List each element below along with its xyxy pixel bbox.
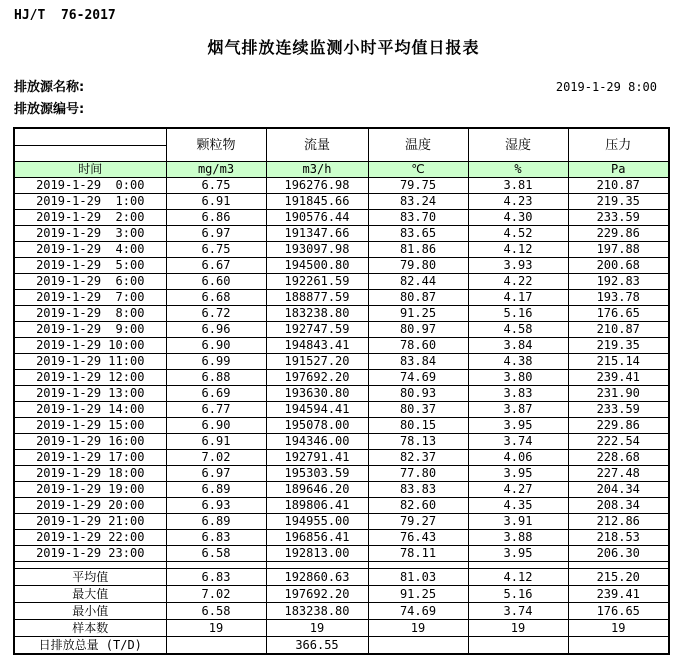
time-cell: 2019-1-29 3:00 <box>14 226 166 242</box>
value-cell: 80.97 <box>368 322 468 338</box>
value-cell: 189646.20 <box>266 482 368 498</box>
value-cell: 192813.00 <box>266 546 368 562</box>
value-cell: 78.13 <box>368 434 468 450</box>
value-cell: 6.72 <box>166 306 266 322</box>
value-cell: 3.95 <box>468 466 568 482</box>
value-cell: 80.37 <box>368 402 468 418</box>
hour-row <box>14 482 669 498</box>
value-cell: 233.59 <box>568 402 669 418</box>
value-cell: 6.77 <box>166 402 266 418</box>
unit-header-row <box>14 162 669 178</box>
empty-cell <box>14 562 166 569</box>
value-cell: 6.89 <box>166 482 266 498</box>
value-cell: 4.17 <box>468 290 568 306</box>
value-cell: 6.93 <box>166 498 266 514</box>
hour-row <box>14 546 669 562</box>
value-cell: 188877.59 <box>266 290 368 306</box>
hour-row <box>14 514 669 530</box>
value-cell: 78.11 <box>368 546 468 562</box>
summary-value-cell: 183238.80 <box>266 603 368 620</box>
hour-row <box>14 178 669 194</box>
value-cell: 80.93 <box>368 386 468 402</box>
value-cell: 91.25 <box>368 306 468 322</box>
value-cell: 3.93 <box>468 258 568 274</box>
value-cell: 3.84 <box>468 338 568 354</box>
value-cell: 6.68 <box>166 290 266 306</box>
summary-row-daily-total <box>14 637 669 655</box>
value-cell: 200.68 <box>568 258 669 274</box>
value-cell: 228.68 <box>568 450 669 466</box>
time-cell: 2019-1-29 14:00 <box>14 402 166 418</box>
value-cell: 6.91 <box>166 194 266 210</box>
value-cell: 192261.59 <box>266 274 368 290</box>
summary-value-cell: 5.16 <box>468 586 568 603</box>
value-cell: 76.43 <box>368 530 468 546</box>
col-header-particulate: 颗粒物 <box>166 128 266 162</box>
value-cell: 3.91 <box>468 514 568 530</box>
value-cell: 197692.20 <box>266 370 368 386</box>
report-title: 烟气排放连续监测小时平均值日报表 <box>207 38 480 57</box>
summary-value-cell: 239.41 <box>568 586 669 603</box>
summary-value-cell: 6.83 <box>166 569 266 586</box>
value-cell: 190576.44 <box>266 210 368 226</box>
value-cell: 3.81 <box>468 178 568 194</box>
value-cell: 7.02 <box>166 450 266 466</box>
value-cell: 5.16 <box>468 306 568 322</box>
pollutant-header-row <box>14 128 669 146</box>
value-cell: 4.58 <box>468 322 568 338</box>
unit-cell-humidity: % <box>468 162 568 178</box>
value-cell: 81.86 <box>368 242 468 258</box>
value-cell: 6.89 <box>166 514 266 530</box>
value-cell: 3.80 <box>468 370 568 386</box>
value-cell: 196276.98 <box>266 178 368 194</box>
source-code-label: 排放源编号: <box>14 102 85 117</box>
unit-cell-particulate: mg/m3 <box>166 162 266 178</box>
value-cell: 189806.41 <box>266 498 368 514</box>
value-cell: 193097.98 <box>266 242 368 258</box>
value-cell: 196856.41 <box>266 530 368 546</box>
time-cell: 2019-1-29 2:00 <box>14 210 166 226</box>
value-cell: 3.95 <box>468 546 568 562</box>
hour-row <box>14 386 669 402</box>
value-cell: 233.59 <box>568 210 669 226</box>
value-cell: 194843.41 <box>266 338 368 354</box>
value-cell: 4.35 <box>468 498 568 514</box>
value-cell: 6.83 <box>166 530 266 546</box>
value-cell: 79.75 <box>368 178 468 194</box>
value-cell: 6.99 <box>166 354 266 370</box>
summary-value-cell: 19 <box>166 620 266 637</box>
empty-cell <box>568 562 669 569</box>
value-cell: 6.97 <box>166 226 266 242</box>
value-cell: 191347.66 <box>266 226 368 242</box>
summary-value-cell: 3.74 <box>468 603 568 620</box>
summary-value-cell: 6.58 <box>166 603 266 620</box>
summary-value-cell: 91.25 <box>368 586 468 603</box>
value-cell: 231.90 <box>568 386 669 402</box>
value-cell: 219.35 <box>568 194 669 210</box>
value-cell: 192.83 <box>568 274 669 290</box>
value-cell: 6.75 <box>166 178 266 194</box>
value-cell: 79.80 <box>368 258 468 274</box>
report-meta <box>14 76 657 117</box>
value-cell: 4.12 <box>468 242 568 258</box>
value-cell: 4.52 <box>468 226 568 242</box>
value-cell: 6.60 <box>166 274 266 290</box>
value-cell: 6.69 <box>166 386 266 402</box>
time-cell: 2019-1-29 11:00 <box>14 354 166 370</box>
summary-value-cell <box>368 637 468 655</box>
hour-row <box>14 498 669 514</box>
value-cell: 195078.00 <box>266 418 368 434</box>
time-cell: 2019-1-29 8:00 <box>14 306 166 322</box>
summary-label: 最小值 <box>14 603 166 620</box>
time-cell: 2019-1-29 18:00 <box>14 466 166 482</box>
col-header-pressure: 压力 <box>568 128 669 162</box>
value-cell: 6.91 <box>166 434 266 450</box>
header-blank-top-cell <box>14 128 166 146</box>
hour-row <box>14 370 669 386</box>
standard-code: HJ/T 76-2017 <box>14 8 116 23</box>
value-cell: 6.86 <box>166 210 266 226</box>
unit-cell-temperature: ℃ <box>368 162 468 178</box>
col-header-humidity: 湿度 <box>468 128 568 162</box>
empty-cell <box>266 562 368 569</box>
value-cell: 194500.80 <box>266 258 368 274</box>
value-cell: 208.34 <box>568 498 669 514</box>
value-cell: 6.75 <box>166 242 266 258</box>
time-cell: 2019-1-29 13:00 <box>14 386 166 402</box>
value-cell: 176.65 <box>568 306 669 322</box>
hour-row <box>14 306 669 322</box>
summary-row-max <box>14 586 669 603</box>
time-cell: 2019-1-29 6:00 <box>14 274 166 290</box>
hour-row <box>14 290 669 306</box>
col-header-flow: 流量 <box>266 128 368 162</box>
hour-row <box>14 274 669 290</box>
value-cell: 6.90 <box>166 338 266 354</box>
summary-value-cell: 19 <box>468 620 568 637</box>
hour-row <box>14 226 669 242</box>
value-cell: 191527.20 <box>266 354 368 370</box>
value-cell: 215.14 <box>568 354 669 370</box>
value-cell: 229.86 <box>568 226 669 242</box>
summary-value-cell <box>568 637 669 655</box>
time-cell: 2019-1-29 16:00 <box>14 434 166 450</box>
summary-value-cell: 366.55 <box>266 637 368 655</box>
value-cell: 218.53 <box>568 530 669 546</box>
summary-value-cell: 19 <box>368 620 468 637</box>
value-cell: 192791.41 <box>266 450 368 466</box>
hour-row <box>14 354 669 370</box>
value-cell: 206.30 <box>568 546 669 562</box>
unit-cell-flow: m3/h <box>266 162 368 178</box>
summary-label: 日排放总量 (T/D) <box>14 637 166 655</box>
summary-label: 最大值 <box>14 586 166 603</box>
value-cell: 4.38 <box>468 354 568 370</box>
value-cell: 82.37 <box>368 450 468 466</box>
hour-row <box>14 450 669 466</box>
value-cell: 219.35 <box>568 338 669 354</box>
value-cell: 6.58 <box>166 546 266 562</box>
value-cell: 191845.66 <box>266 194 368 210</box>
hour-row <box>14 338 669 354</box>
value-cell: 4.23 <box>468 194 568 210</box>
value-cell: 80.87 <box>368 290 468 306</box>
value-cell: 83.84 <box>368 354 468 370</box>
hour-row <box>14 466 669 482</box>
value-cell: 6.67 <box>166 258 266 274</box>
summary-value-cell: 176.65 <box>568 603 669 620</box>
summary-value-cell: 7.02 <box>166 586 266 603</box>
value-cell: 83.70 <box>368 210 468 226</box>
hourly-report-table <box>13 127 670 655</box>
time-cell: 2019-1-29 1:00 <box>14 194 166 210</box>
summary-value-cell: 192860.63 <box>266 569 368 586</box>
value-cell: 194955.00 <box>266 514 368 530</box>
value-cell: 3.87 <box>468 402 568 418</box>
summary-row-min <box>14 603 669 620</box>
time-cell: 2019-1-29 9:00 <box>14 322 166 338</box>
value-cell: 4.30 <box>468 210 568 226</box>
value-cell: 227.48 <box>568 466 669 482</box>
hour-row <box>14 402 669 418</box>
report-datetime: 2019-1-29 8:00 <box>555 80 657 94</box>
time-column-header: 时间 <box>14 162 166 178</box>
value-cell: 195303.59 <box>266 466 368 482</box>
summary-label: 样本数 <box>14 620 166 637</box>
value-cell: 74.69 <box>368 370 468 386</box>
value-cell: 83.24 <box>368 194 468 210</box>
time-cell: 2019-1-29 0:00 <box>14 178 166 194</box>
value-cell: 183238.80 <box>266 306 368 322</box>
value-cell: 4.22 <box>468 274 568 290</box>
time-cell: 2019-1-29 22:00 <box>14 530 166 546</box>
summary-value-cell: 19 <box>266 620 368 637</box>
value-cell: 83.83 <box>368 482 468 498</box>
value-cell: 77.80 <box>368 466 468 482</box>
time-cell: 2019-1-29 20:00 <box>14 498 166 514</box>
value-cell: 193630.80 <box>266 386 368 402</box>
summary-value-cell <box>166 637 266 655</box>
value-cell: 6.88 <box>166 370 266 386</box>
value-cell: 6.90 <box>166 418 266 434</box>
time-cell: 2019-1-29 10:00 <box>14 338 166 354</box>
value-cell: 83.65 <box>368 226 468 242</box>
time-cell: 2019-1-29 23:00 <box>14 546 166 562</box>
hour-row <box>14 434 669 450</box>
hour-row <box>14 210 669 226</box>
summary-value-cell <box>468 637 568 655</box>
summary-row-average <box>14 569 669 586</box>
summary-value-cell: 197692.20 <box>266 586 368 603</box>
hour-row <box>14 258 669 274</box>
value-cell: 194346.00 <box>266 434 368 450</box>
source-name-label: 排放源名称: <box>14 80 85 95</box>
summary-value-cell: 4.12 <box>468 569 568 586</box>
value-cell: 3.88 <box>468 530 568 546</box>
value-cell: 194594.41 <box>266 402 368 418</box>
header-blank-bottom-cell <box>14 146 166 162</box>
spacer-row <box>14 562 669 569</box>
time-cell: 2019-1-29 7:00 <box>14 290 166 306</box>
empty-cell <box>468 562 568 569</box>
summary-value-cell: 74.69 <box>368 603 468 620</box>
value-cell: 222.54 <box>568 434 669 450</box>
time-cell: 2019-1-29 5:00 <box>14 258 166 274</box>
summary-value-cell: 81.03 <box>368 569 468 586</box>
summary-row-samples <box>14 620 669 637</box>
value-cell: 6.97 <box>166 466 266 482</box>
hour-row <box>14 322 669 338</box>
value-cell: 210.87 <box>568 178 669 194</box>
value-cell: 204.34 <box>568 482 669 498</box>
empty-cell <box>166 562 266 569</box>
value-cell: 4.27 <box>468 482 568 498</box>
hour-row <box>14 418 669 434</box>
value-cell: 82.60 <box>368 498 468 514</box>
time-cell: 2019-1-29 17:00 <box>14 450 166 466</box>
value-cell: 3.95 <box>468 418 568 434</box>
hour-row <box>14 194 669 210</box>
hour-row <box>14 242 669 258</box>
empty-cell <box>368 562 468 569</box>
time-cell: 2019-1-29 12:00 <box>14 370 166 386</box>
hour-row <box>14 530 669 546</box>
value-cell: 229.86 <box>568 418 669 434</box>
value-cell: 239.41 <box>568 370 669 386</box>
value-cell: 3.74 <box>468 434 568 450</box>
value-cell: 212.86 <box>568 514 669 530</box>
value-cell: 4.06 <box>468 450 568 466</box>
unit-cell-pressure: Pa <box>568 162 669 178</box>
time-cell: 2019-1-29 15:00 <box>14 418 166 434</box>
value-cell: 79.27 <box>368 514 468 530</box>
summary-label: 平均值 <box>14 569 166 586</box>
summary-value-cell: 215.20 <box>568 569 669 586</box>
value-cell: 192747.59 <box>266 322 368 338</box>
value-cell: 82.44 <box>368 274 468 290</box>
value-cell: 197.88 <box>568 242 669 258</box>
time-cell: 2019-1-29 19:00 <box>14 482 166 498</box>
value-cell: 3.83 <box>468 386 568 402</box>
time-cell: 2019-1-29 4:00 <box>14 242 166 258</box>
value-cell: 210.87 <box>568 322 669 338</box>
value-cell: 6.96 <box>166 322 266 338</box>
value-cell: 78.60 <box>368 338 468 354</box>
col-header-temperature: 温度 <box>368 128 468 162</box>
summary-value-cell: 19 <box>568 620 669 637</box>
value-cell: 80.15 <box>368 418 468 434</box>
value-cell: 193.78 <box>568 290 669 306</box>
time-cell: 2019-1-29 21:00 <box>14 514 166 530</box>
